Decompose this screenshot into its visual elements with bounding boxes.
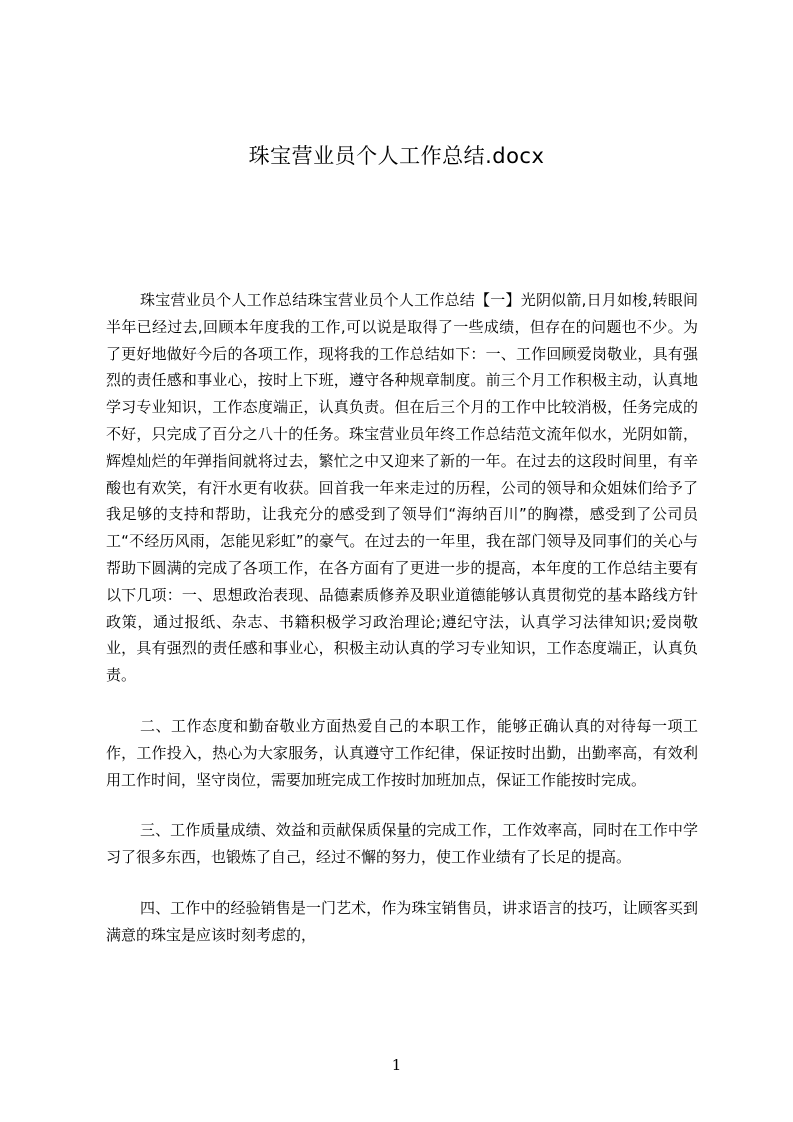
page-number: 1	[391, 1056, 402, 1074]
paragraph-2: 二、工作态度和勤奋敬业方面热爱自己的本职工作，能够正确认真的对待每一项工作，工作投入，热心为大家服务，认真遵守工作纪律，保证按时出勤，出勤率高，有效利用工作时间，坚守岗位，需要加班完成工作按时加班加点，保证工作能按时完成。	[106, 716, 698, 789]
paragraph-1: 珠宝营业员个人工作总结珠宝营业员个人工作总结【一】光阴似箭,日月如梭,转眼间半年已经过去,回顾本年度我的工作,可以说是取得了一些成绩，但存在的问题也不少。为了更好地做好今后的各项工作，现将我的工作总结如下：一、工作回顾爱岗敬业，具有强烈的责任感和事业心，按时上下班，遵守各种规章制度。前三个月工作积极主动，认真地学习专业知识，工作态度端正，认真负责。但在后三个月的工作中比较消极，任务完成的不好，只完成了百分之八十的任务。珠宝营业员年终工作总结范文流年似水，光阴如箭，辉煌灿烂的年弹指间就将过去，繁忙之中又迎来了新的一年。在过去的这段时间里，有辛酸也有欢笑，有汗水更有收获。回首我一年来走过的历程，公司的领导和众姐妹们给予了我足够的支持和帮助，让我充分的感受到了领导们“海纳百川”的胸襟，感受到了公司员工“不经历风雨，怎能见彩虹”的豪气。在过去的一年里，我在部门领导及同事们的关心与帮助下圆满的完成了各项工作，在各方面有了更进一步的提高，本年度的工作总结主要有以下几项：一、思想政治表现、品德素质修养及职业道德能够认真贯彻党的基本路线方针政策，通过报纸、杂志、书籍积极学习政治理论;遵纪守法，认真学习法律知识;爱岗敬业，具有强烈的责任感和事业心，积极主动认真的学习专业知识，工作态度端正，认真负责。	[106, 291, 698, 685]
document-title: 珠宝营业员个人工作总结.docx	[248, 144, 545, 168]
paragraph-3: 三、工作质量成绩、效益和贡献保质保量的完成工作，工作效率高，同时在工作中学习了很多东西，也锻炼了自己，经过不懈的努力，使工作业绩有了长足的提高。	[106, 821, 698, 867]
document-body	[106, 287, 698, 949]
paragraph-4: 四、工作中的经验销售是一门艺术，作为珠宝销售员，讲求语言的技巧，让顾客买到满意的珠宝是应该时刻考虑的，	[106, 898, 698, 944]
